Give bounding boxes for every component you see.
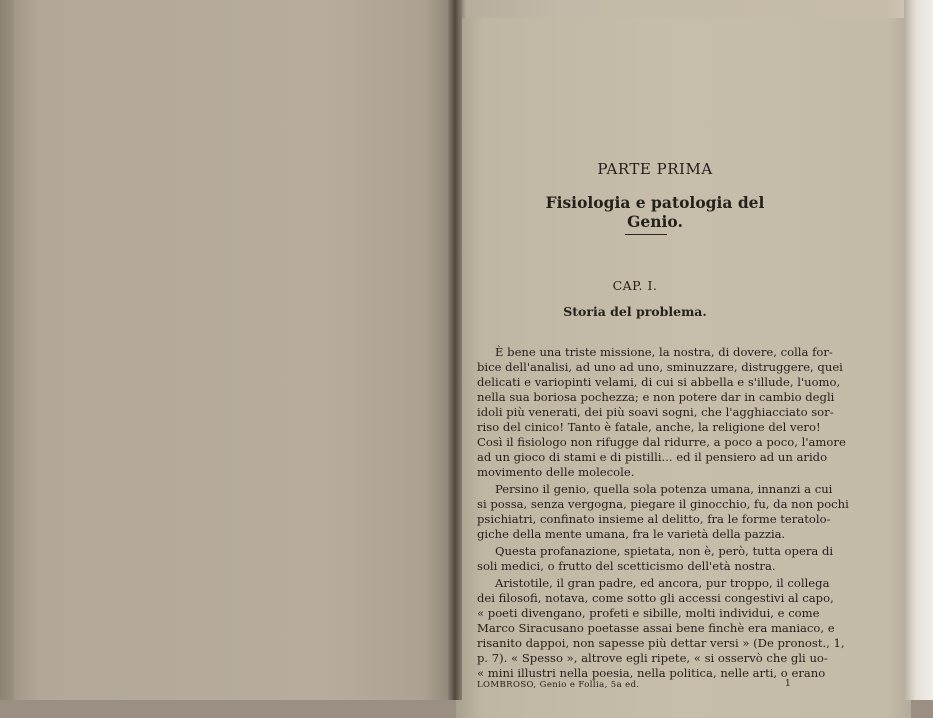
body-line: Marco Siracusano poetasse assai bene finchè era maniaco, e xyxy=(477,621,835,635)
body-line: movimento delle molecole. xyxy=(477,465,635,479)
body-line: delicati e variopinti velami, di cui si abbella e s'illude, l'uomo, xyxy=(477,375,841,389)
body-line: giche della mente umana, fra le varietà della pazzia. xyxy=(477,527,786,541)
body-line: « poeti divengano, profeti e sibille, molti individui, e come xyxy=(477,606,820,620)
title-divider xyxy=(625,234,667,235)
body-line: bice dell'analisi, ad uno ad uno, sminuzzare, distruggere, quei xyxy=(477,360,843,374)
background-edge xyxy=(904,0,933,700)
chapter-number: CAP. I. xyxy=(612,278,658,293)
running-footer: LOMBROSO, Genio e Follia, 5a ed. xyxy=(477,680,640,690)
body-line: soli medici, o frutto del scetticismo dell'età nostra. xyxy=(477,559,776,573)
body-line: risanito dappoi, non sapesse più dettar versi » (De pronost., 1, xyxy=(477,636,845,650)
body-line: p. 7). « Spesso », altrove egli ripete, « si osservò che gli uo- xyxy=(477,651,828,665)
part-title: PARTE PRIMA xyxy=(597,160,713,178)
body-line: idoli più venerati, dei più soavi sogni, che l'agghiacciato sor- xyxy=(477,405,834,419)
body-line: psichiatri, confinato insieme al delitto, fra le forme teratolo- xyxy=(477,512,831,526)
body-line: « mini illustri nella poesia, nella politica, nelle arti, o erano xyxy=(477,666,826,680)
body-line: Aristotile, il gran padre, ed ancora, pur troppo, il collega xyxy=(495,576,830,590)
page-number: 1 xyxy=(785,679,791,689)
body-line: Così il fisiologo non rifugge dal ridurre, a poco a poco, l'amore xyxy=(477,435,846,449)
body-line: È bene una triste missione, la nostra, di dovere, colla for- xyxy=(495,345,833,359)
body-line: ad un gioco di stami e di pistilli... ed il pensiero ad un arido xyxy=(477,450,828,464)
body-line: riso del cinico! Tanto è fatale, anche, la religione del vero! xyxy=(477,420,821,434)
left-blank-page xyxy=(14,0,454,700)
body-line: si possa, senza vergogna, piegare il ginocchio, fu, da non pochi xyxy=(477,497,849,511)
body-line: dei filosofi, notava, come sotto gli accessi congestivi al capo, xyxy=(477,591,834,605)
book-gutter xyxy=(448,0,462,700)
body-line: Persino il genio, quella sola potenza umana, innanzi a cui xyxy=(495,482,833,496)
book-title: Fisiologia e patologia del Genio. xyxy=(545,193,765,231)
body-line: Questa profanazione, spietata, non è, però, tutta opera di xyxy=(495,544,834,558)
chapter-title: Storia del problema. xyxy=(563,304,707,319)
body-line: nella sua boriosa pochezza; e non potere dar in cambio degli xyxy=(477,390,835,404)
